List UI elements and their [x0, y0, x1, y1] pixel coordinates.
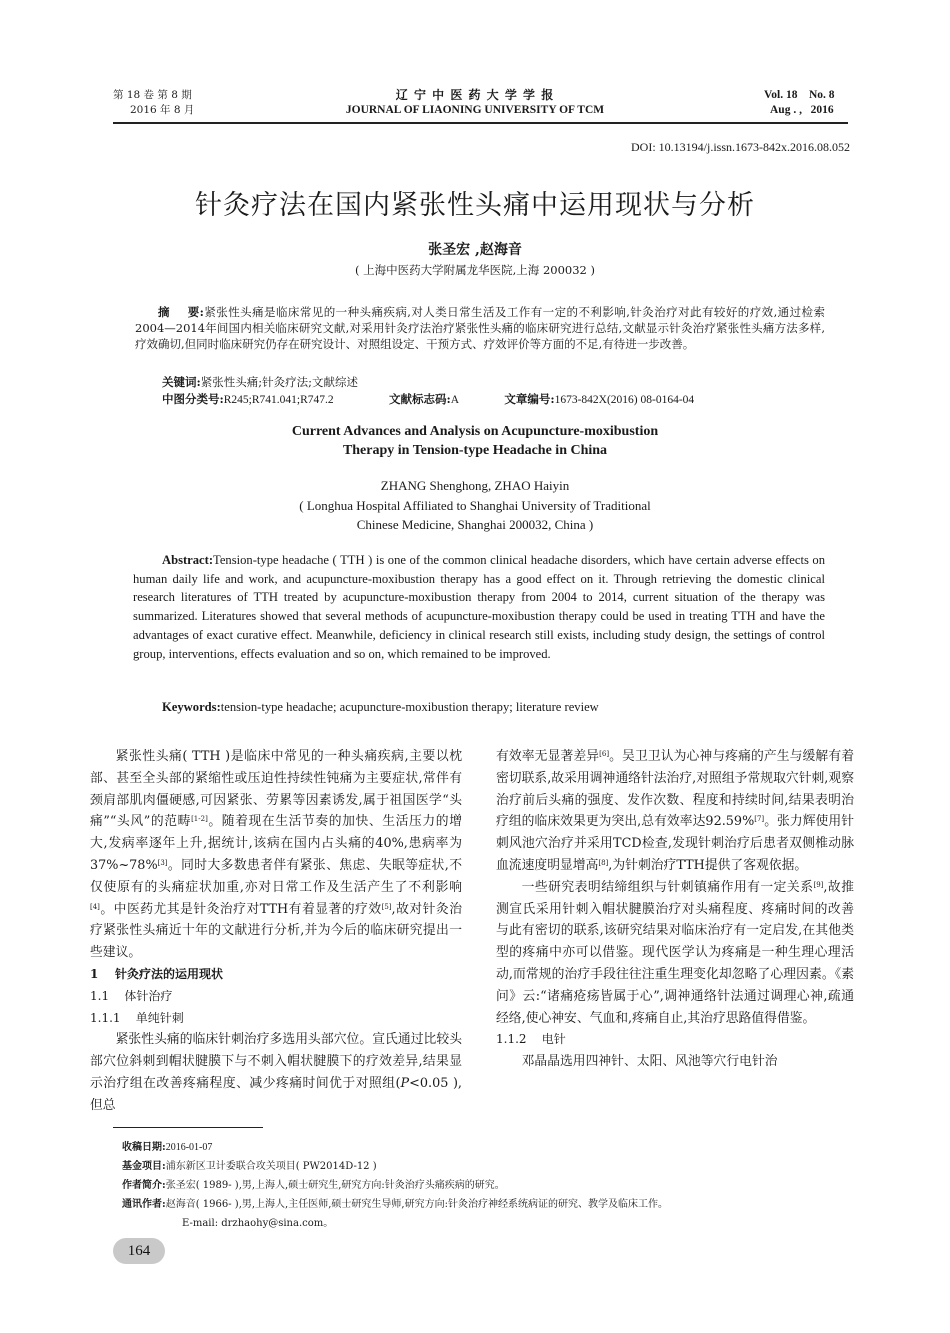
footnote-author — [122, 1176, 842, 1195]
footnote-corresponding — [122, 1195, 842, 1214]
text-run: 紧张性头痛的临床针刺治疗多选用头部穴位。宣氏通过比较头部穴位斜刺到帽状腱膜下与不刺入帽状腱膜下的疗效差异,结果显示治疗组在改善疼痛程度、减少疼痛时间优于对照组( — [90, 1032, 462, 1091]
keywords-cn — [162, 374, 358, 390]
p-value-symbol: P — [400, 1075, 410, 1091]
citation-ref: [6] — [599, 750, 610, 758]
text-run: ,为针刺治疗TTH提供了客观依据。 — [608, 857, 808, 873]
keywords-cn-text: 紧张性头痛;针灸疗法;文献综述 — [200, 375, 358, 389]
clc-value: R245;R741.041;R747.2 — [223, 394, 334, 406]
citation-ref: [3] — [157, 858, 168, 867]
footnote-value: 张圣宏( 1989- ),男,上海人,硕士研究生,研究方向:针灸治疗头痛疾病的研究。 — [165, 1180, 505, 1191]
abstract-cn-text: 紧张性头痛是临床常见的一种头痛疾病,对人类日常生活及工作有一定的不利影响,针灸治疗对此有较好的疗效,通过检索2004—2014年间国内相关临床研究文献,对采用针灸疗法治疗紧张性头痛的临床研究进行总结,文献显示针灸治疗紧张性头痛方法多样,疗效确切,但同时临床研究仍存在研究设计、对照组设定、干预方式、疗效评价等方面的不足,有待进一步改善。 — [135, 305, 825, 351]
title-en-line-2: Therapy in Tension-type Headache in China — [342, 443, 608, 458]
text-run: 。同时大多数患者伴有紧张、焦虑、失眠等症状,不仅使原有的头痛症状加重,亦对日常工作及生活产生了不利影响 — [90, 857, 462, 895]
right-column — [496, 746, 854, 1073]
doc-code-label: 文献标志码: — [388, 392, 451, 406]
footnote-rule — [113, 1127, 263, 1128]
keywords-en-label: Keywords: — [162, 700, 221, 714]
footnote-fund — [122, 1157, 842, 1176]
footnote-label: 通讯作者: — [122, 1199, 166, 1210]
citation-ref: [5] — [381, 902, 392, 911]
left-column — [90, 746, 462, 1117]
footnote-label: 收稿日期: — [122, 1142, 166, 1153]
left-paragraph-1 — [90, 746, 462, 964]
article-no-label: 文章编号: — [504, 392, 555, 406]
keywords-en-text: tension-type headache; acupuncture-moxibustion therapy; literature review — [220, 700, 599, 714]
right-paragraph-1 — [496, 746, 854, 877]
left-paragraph-2 — [90, 1029, 462, 1116]
citation-ref: [8] — [598, 858, 609, 867]
affiliation-en — [0, 496, 950, 534]
affiliation-cn: ( 上海中医药大学附属龙华医院,上海 200032 ) — [355, 263, 595, 277]
article-title-en — [0, 422, 950, 460]
header-date-en: Aug . , 2016 — [770, 104, 834, 116]
citation-ref: [4] — [90, 902, 100, 911]
citation-ref: [7] — [754, 815, 765, 824]
footnote-value: 2016-01-07 — [165, 1142, 213, 1153]
section-heading-1-1-1: 1.1.1 单纯针刺 — [90, 1010, 184, 1025]
page-number-badge: 164 — [113, 1238, 165, 1264]
text-run: 。吴卫卫认为心神与疼痛的产生与缓解有着密切联系,故采用调神通络针法治疗,对照组予常规取穴针刺,观察治疗前后头痛的强度、发作次数、程度和持续时间,结果表明治疗组的临床效果更为突出,总有效率达92.59% — [496, 749, 855, 830]
text-run: 紧张性头痛( TTH )是临床中常见的一种头痛疾病,主要以枕部、甚至全头部的紧缩性或压迫性持续性钝痛为主要症状,常伴有颈肩部肌肉僵硬感,可因紧张、劳累等因素诱发,属于祖国医学“头痛”“头风”的范畴 — [90, 749, 462, 830]
clc-label: 中图分类号: — [162, 392, 224, 406]
text-run: 。随着现在生活节奏的加快、生活压力的增大,发病率逐年上升,据统计,该病在国内占头痛的40%,患病率为37%~78% — [90, 814, 462, 873]
text-run: 。张力辉使用针刺风池穴治疗并采用TCD检查,发现针刺治疗后患者双侧椎动脉血流速度明显增高 — [496, 814, 854, 873]
right-paragraph-3: 邓晶晶选用四神针、太阳、风池等穴行电针治 — [521, 1054, 778, 1070]
title-en-line-1: Current Advances and Analysis on Acupuncture-moxibustion — [291, 424, 659, 439]
classification-line — [162, 391, 694, 408]
doc-code-value: A — [450, 394, 460, 406]
section-heading-1: 1 针灸疗法的运用现状 — [90, 966, 224, 981]
header-volume-en: Vol. 18 No. 8 — [764, 89, 835, 101]
keywords-cn-label: 关键词: — [162, 375, 201, 389]
header-rule — [113, 122, 848, 124]
text-run: 。中医药尤其是针灸治疗对TTH有着显著的疗效 — [99, 901, 382, 917]
footnote-value: 赵海音( 1966- ),男,上海人,主任医师,硕士研究生导师,研究方向:针灸治疗神经系统病证的研究、教学及临床工作。 — [165, 1199, 668, 1210]
footnote-label: 基金项目: — [122, 1161, 166, 1172]
keywords-en — [162, 700, 599, 715]
text-run: ,故推测宣氏采用针刺入帽状腱膜治疗对头痛程度、疼痛时间的改善与此有密切的联系,该研究结果对临床治疗有一定启发,在其他类型的疼痛中亦可以借鉴。现代医学认为疼痛是一种生理心理活动,而常规的治疗手段往往注重生理变化却忽略了心理因素。《素问》云:“诸痛疮疡皆属于心”,调神通络针法通过调理心神,疏通经络,使心神安、气血和,疼痛自止,其治疗思路值得借鉴。 — [496, 879, 854, 1026]
text-run: ,故对针灸治疗紧张性头痛近十年的文献进行分析,并为今后的临床研究提出一些建议。 — [90, 901, 462, 961]
doi: DOI: 10.13194/j.issn.1673-842x.2016.08.052 — [631, 140, 850, 154]
right-paragraph-2 — [496, 877, 854, 1030]
affiliation-en-line-2: Chinese Medicine, Shanghai 200032, China ) — [356, 517, 594, 532]
footnote-label: 作者简介: — [122, 1180, 166, 1191]
section-heading-1-1-2: 1.1.2 电针 — [496, 1032, 566, 1047]
abstract-en-label: Abstract: — [161, 553, 214, 567]
citation-ref: [9] — [813, 880, 824, 889]
abstract-cn — [135, 304, 825, 352]
abstract-en — [133, 551, 825, 663]
text-run: 有效率无显著差异 — [496, 749, 600, 764]
authors-cn: 张圣宏 ,赵海音 — [428, 242, 522, 258]
footnote-received — [122, 1138, 842, 1157]
article-no-value: 1673-842X(2016) 08-0164-04 — [554, 394, 695, 406]
footnote-value: 浦东新区卫计委联合攻关项目( PW2014D-12 ) — [165, 1161, 377, 1172]
section-heading-1-1: 1.1 体针治疗 — [90, 988, 173, 1003]
header-date-cn: 2016 年 8 月 — [130, 104, 195, 116]
citation-ref: [1-2] — [191, 815, 208, 824]
journal-title-en: JOURNAL OF LIAONING UNIVERSITY OF TCM — [345, 104, 605, 116]
article-title-cn: 针灸疗法在国内紧张性头痛中运用现状与分析 — [195, 190, 755, 221]
text-run: <0.05 ),但总 — [90, 1075, 463, 1113]
authors-en: ZHANG Shenghong, ZHAO Haiyin — [380, 478, 570, 493]
footnotes — [122, 1138, 842, 1233]
text-run: 一些研究表明结缔组织与针刺镇痛作用有一定关系 — [521, 879, 814, 895]
footnote-email: E-mail: drzhaohy@sina.com。 — [182, 1218, 334, 1229]
abstract-en-text: Tension-type headache ( TTH ) is one of the common clinical headache disorders, which have certain adverse effects on human daily life and work, and acupuncture-moxibustion therapy has a good effect on it. Through retrieving the domestic clinical research literatures of TTH treated by acupuncture-moxibustion therapy from 2004 to 2014, current situation of the therapy was summarized. Literatures showed that several methods of acupuncture-moxibustion therapy could be used in treating TTH and have the advantages of exact curative effect. Meanwhile, deficiency in clinical research still exists, including study design, the settings of control group, interventions, effects evaluation and so on, which remained to be improved. — [133, 553, 825, 661]
header-volume-cn: 第 18 卷 第 8 期 — [113, 89, 192, 101]
journal-title-cn: 辽 宁 中 医 药 大 学 学 报 — [395, 88, 555, 102]
affiliation-en-line-1: ( Longhua Hospital Affiliated to Shanghai University of Traditional — [299, 498, 651, 513]
abstract-cn-label: 摘 要: — [158, 305, 204, 319]
